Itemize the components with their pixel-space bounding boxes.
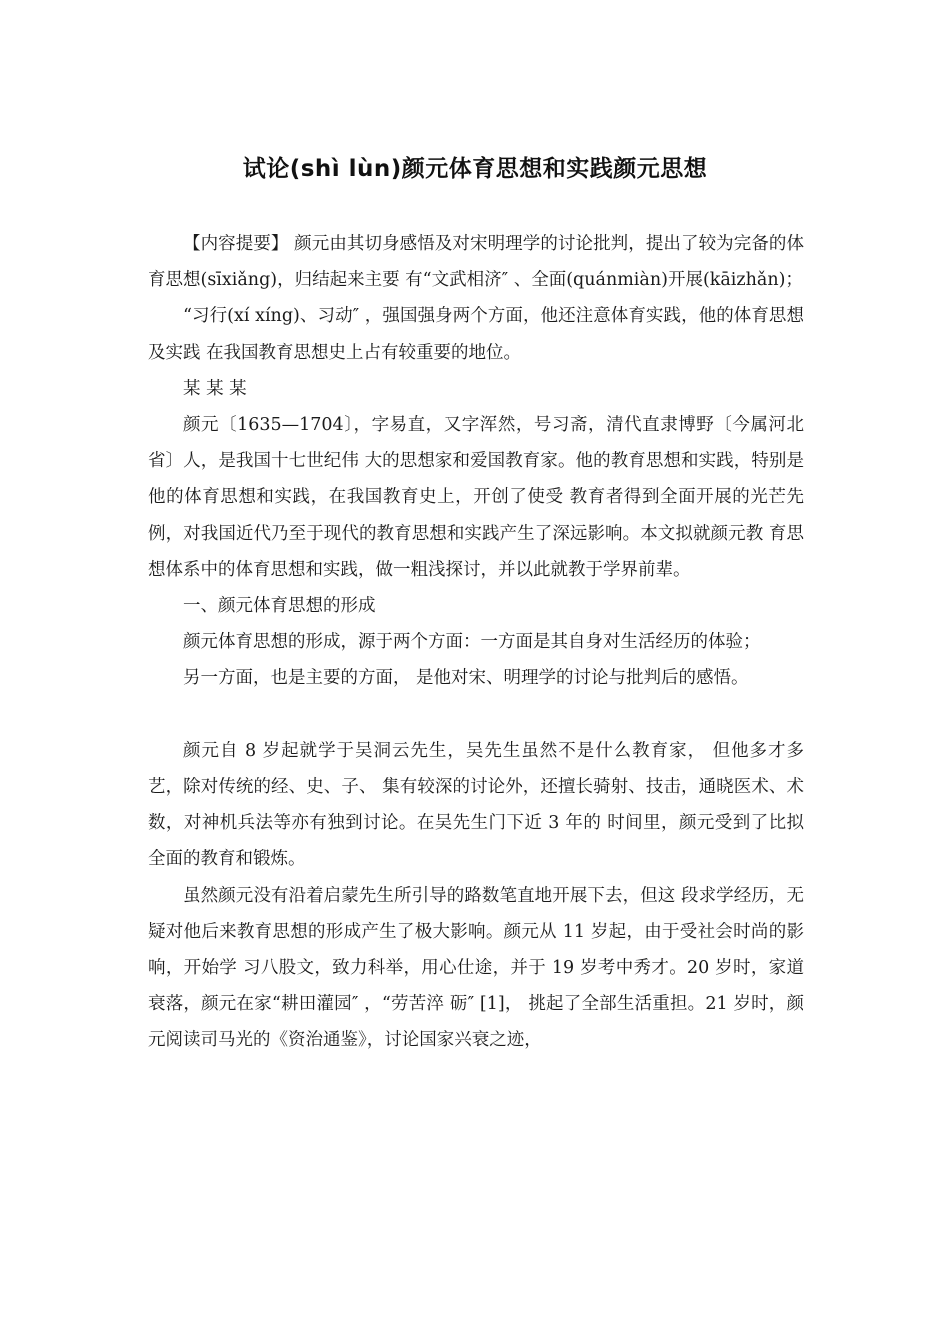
document-body — [148, 226, 804, 1059]
body-paragraph: 颜元体育思想的形成，源于两个方面：一方面是其自身对生活经历的体验； — [183, 632, 761, 653]
body-paragraph: 颜元自 8 岁起就学于吴洞云先生，吴先生虽然不是什么教育家， 但他多才多艺，除对传统的经、史、子、 集有较深的讨论外，还擅长骑射、技击，通晓医术、术数，对神机兵法等亦有独到讨论。在吴先生门下近 3 年的 时间里，颜元受到了比拟全面的教育和锻炼。 — [148, 740, 804, 870]
intro-paragraph: 颜元〔1635—1704〕，字易直，又字浑然，号习斋，清代直隶博野〔今属河北省〕人，是我国十七世纪伟 大的思想家和爱国教育家。他的教育思想和实践，特别是他的体育思想和实践，在我国教育史上，开创了使受 教育者得到全面开展的光芒先例，对我国近代乃至于现代的教育思想和实践产生了深远影响。本文拟就颜元教 育思想体系中的体育思想和实践，做一粗浅探讨，并以此就教于学界前辈。 — [148, 415, 804, 580]
abstract-paragraph: 【内容提要】 颜元由其切身感悟及对宋明理学的讨论批判，提出了较为完备的体育思想(sīxiǎng)，归结起来主要 有“文武相济″ 、全面(quánmiàn)开展(kāizhǎn)； — [148, 234, 804, 291]
body-paragraph: 虽然颜元没有沿着启蒙先生所引导的路数笔直地开展下去，但这 段求学经历，无疑对他后来教育思想的形成产生了极大影响。颜元从 11 岁起，由于受社会时尚的影响，开始学 习八股文，致力科举，用心仕途，并于 19 岁考中秀才。20 岁时，家道衰落，颜元在家“耕田灌园″ ，“劳苦淬 砺″ [1]， 挑起了全部生活重担。21 岁时，颜元阅读司马光的《资治通鉴》，讨论国家兴衰之迹， — [148, 885, 804, 1051]
blank-line — [148, 697, 804, 733]
abstract-continuation: “习行(xí xíng)、习动″ ，强国强身两个方面，他还注意体育实践，他的体育思想及实践 在我国教育思想史上占有较重要的地位。 — [148, 306, 804, 363]
document-title: 试论(shì lùn)颜元体育思想和实践颜元思想 — [242, 156, 708, 182]
body-paragraph: 另一方面，也是主要的方面， 是他对宋、明理学的讨论与批判后的感悟。 — [183, 668, 749, 689]
section-heading: 一、颜元体育思想的形成 — [183, 596, 376, 617]
author-name: 某 某 某 — [183, 378, 247, 399]
